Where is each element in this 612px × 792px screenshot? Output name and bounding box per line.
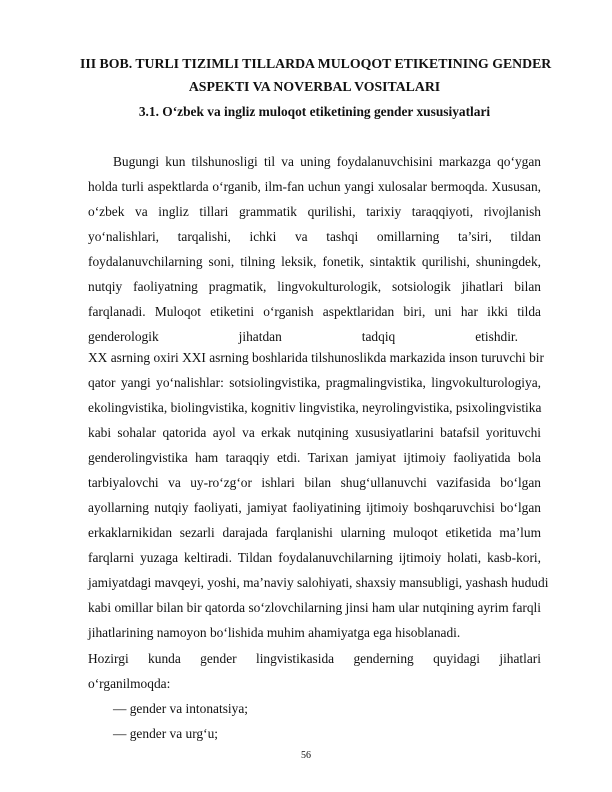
paragraph-2-line: jamiyatdagi mavqeyi, yoshi, ma’naviy salohiyati, shaxsiy mansubligi, yashash hududi	[88, 575, 549, 590]
paragraph-2-line: ayollarning nutqiy faoliyati, jamiyat faoliyatining ijtimoiy boshqaruvchisi bo‘lgan	[88, 500, 541, 515]
paragraph-2-line: qator yangi yo‘nalishlar: sotsiolingvistika, pragmalingvistika, lingvokulturologiya,	[88, 375, 541, 390]
paragraph-1-line: nutqiy faoliyatning pragmatik, lingvokulturologik, sotsiologik jihatlari bilan	[88, 279, 541, 294]
paragraph-2-line: kabi sohalar qatorida ayol va erkak nutqining xususiyatlarini batafsil yorituvchi	[88, 425, 541, 440]
paragraph-2-line: jihatlarining namoyon bo‘lishida muhim ahamiyatga ega hisoblanadi.	[88, 625, 461, 640]
section-title: 3.1. O‘zbek va ingliz muloqot etiketining gender xususiyatlari	[138, 104, 491, 119]
paragraph-2-line: tarbiyalovchi va uy-ro‘zg‘or ishlari bilan shug‘ullanuvchi vazifasida bo‘lgan	[88, 475, 541, 490]
paragraph-1-line: o‘zbek va ingliz tillari grammatik qurilishi, tarixiy taraqqiyoti, rivojlanish	[88, 204, 541, 219]
paragraph-1-line: farqlanadi. Muloqot etiketini o‘rganish aspektlaridan biri, uni har ikki tilda	[88, 304, 541, 319]
paragraph-1-line: holda turli aspektlarda o‘rganib, ilm-fan uchun yangi xulosalar bermoqda. Xususan,	[88, 179, 541, 194]
list-item: — gender va urg‘u;	[113, 726, 218, 741]
paragraph-1-line: yo‘nalishlari, tarqalishi, ichki va tashqi omillarning ta’siri, tildan	[88, 229, 541, 244]
paragraph-2-line: kabi omillar bilan bir qatorda so‘zlovchilarning jinsi ham ular nutqining ayrim farqli	[88, 600, 541, 615]
paragraph-2-line: farqlarni yuzaga keltiradi. Tildan foydalanuvchilarning ijtimoiy holati, kasb-kori,	[88, 550, 541, 565]
page-number: 56	[301, 750, 311, 761]
paragraph-1-line: genderologik jihatdan tadqiq etishdir.	[88, 329, 518, 344]
paragraph-3-line: Hozirgi kunda gender lingvistikasida genderning quyidagi jihatlari	[88, 651, 541, 666]
paragraph-2-line: XX asrning oxiri XXI asrning boshlarida tilshunoslikda markazida inson turuvchi bir	[88, 350, 544, 365]
paragraph-2-line: genderolingvistika ham taraqqiy etdi. Tarixan jamiyat ijtimoiy faoliyatida bola	[88, 450, 541, 465]
chapter-title-line-2: ASPEKTI VA NOVERBAL VOSITALARI	[188, 79, 441, 94]
list-item: — gender va intonatsiya;	[113, 701, 248, 716]
paragraph-2-line: ekolingvistika, biolingvistika, kognitiv lingvistika, neyrolingvistika, psixolingvistika	[88, 400, 542, 415]
paragraph-1-line: foydalanuvchilarning soni, tilning leksik, fonetik, sintaktik qurilishi, shuningdek,	[88, 254, 541, 269]
chapter-title-line-1: III BOB. TURLI TIZIMLI TILLARDA MULOQOT ETIKETINING GENDER	[80, 56, 552, 71]
paragraph-1-line: Bugungi kun tilshunosligi til va uning foydalanuvchisini markazga qo‘ygan	[113, 154, 541, 169]
paragraph-2-line: erkaklarnikidan sezarli darajada farqlanishi ularning muloqot etiketida ma’lum	[88, 525, 541, 540]
paragraph-3-line: o‘rganilmoqda:	[88, 676, 171, 691]
